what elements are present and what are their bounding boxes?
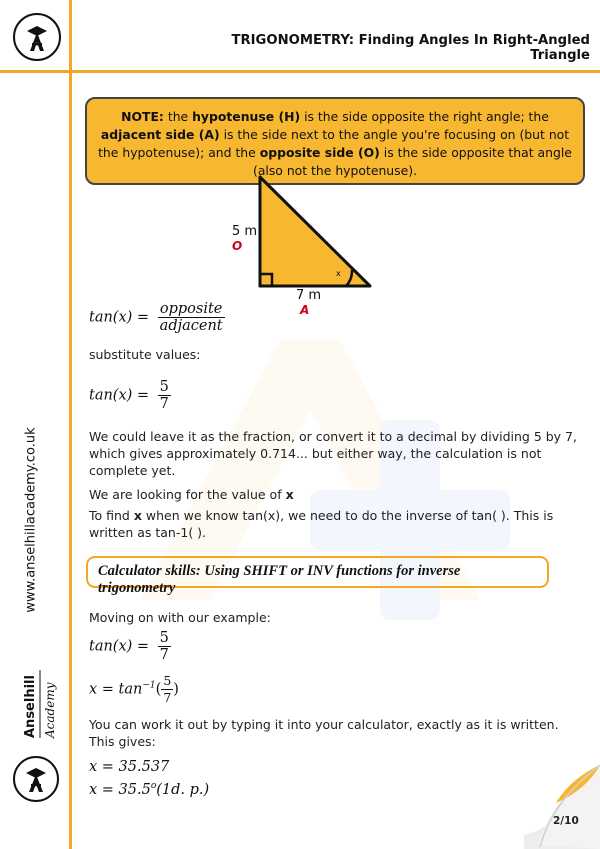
note-hypotenuse: hypotenuse (H): [192, 109, 301, 124]
equation-tan-ratio: [89, 301, 225, 334]
note-opposite: opposite side (O): [259, 145, 380, 160]
eq3-denominator: 7: [159, 647, 169, 663]
find-pre: To find: [89, 508, 134, 523]
page-title: TRIGONOMETRY: Finding Angles In Right-Angled Triangle: [231, 33, 590, 63]
looking-for-text: [89, 486, 294, 503]
note-text-3: is the side next to the angle you're focusing on (but not the hypotenuse); and the: [98, 127, 570, 160]
calculator-skills-heading: Calculator skills: Using SHIFT or INV functions for inverse trigonometry: [86, 556, 549, 588]
orange-vertical-rule: [69, 0, 72, 849]
eq4-fraction: [161, 673, 173, 706]
note-text-1: the: [163, 109, 193, 124]
note-label: NOTE:: [121, 109, 164, 124]
eq1-lhs: tan(x) =: [89, 309, 154, 326]
eq2-numerator: 5: [159, 379, 169, 395]
eq4-open-paren: (: [155, 681, 162, 698]
base-side-label: A: [300, 303, 310, 317]
looking-x: x: [285, 487, 294, 502]
looking-pre: We are looking for the value of: [89, 487, 286, 502]
eq2-fraction: [158, 379, 171, 412]
eq1-fraction: [158, 301, 225, 334]
substitute-text: substitute values:: [89, 347, 201, 362]
eq4-numerator: 5: [163, 673, 172, 688]
inverse-explanation: [89, 507, 584, 541]
note-text-2: is the side opposite the right angle; the: [300, 109, 549, 124]
note-adjacent: adjacent side (A): [100, 127, 220, 142]
fraction-explanation: We could leave it as the fraction, or convert it to a decimal by dividing 5 by 7, which gives approximately 0.714... but either way, the calculation is not complete yet.: [89, 429, 577, 478]
eq1-numerator: opposite: [158, 301, 225, 318]
page-curl-icon: [516, 765, 600, 849]
angle-label: x: [336, 269, 341, 278]
eq1-denominator: adjacent: [159, 318, 223, 334]
eq6-post: (1d. p.): [156, 781, 210, 798]
eq4-superscript: −1: [142, 680, 156, 691]
find-x: x: [133, 508, 142, 523]
eq4-close-paren: ): [173, 681, 179, 698]
eq2-denominator: 7: [159, 396, 169, 412]
page-number: 2/10: [553, 815, 579, 827]
triangle-shape: [260, 177, 370, 286]
find-post: when we know tan(x), we need to do the inverse of tan( ). This is written as tan-1( ).: [89, 508, 554, 540]
eq6-degree: o: [150, 781, 157, 791]
eq3-numerator: 5: [159, 630, 169, 646]
eq4-lhs: x = tan: [89, 681, 143, 698]
eq3-fraction: [158, 630, 171, 663]
academy-logo-icon: [13, 13, 61, 61]
academy-logo-bottom-icon: [13, 756, 59, 802]
vertical-side-length: 5 m: [232, 224, 258, 239]
website-url: www.anselhillacademy.co.uk: [23, 427, 39, 613]
equation-tan-repeat: [89, 630, 171, 663]
anselhill-academy-wordmark: [10, 660, 58, 740]
equation-result: x = 35.537: [89, 759, 170, 775]
equation-rounded-result: [89, 781, 209, 798]
svg-text:Academy: Academy: [43, 682, 57, 738]
equation-tan-values: [89, 379, 171, 412]
orange-horizontal-rule: [0, 70, 600, 73]
vertical-side-label: O: [232, 239, 243, 253]
svg-text:Anselhill: Anselhill: [23, 675, 38, 738]
right-triangle-diagram: [225, 170, 375, 320]
equation-inverse-tan: [89, 673, 179, 706]
base-side-length: 7 m: [296, 288, 322, 303]
eq2-lhs: tan(x) =: [89, 387, 154, 404]
eq6-pre: x = 35.5: [89, 781, 151, 798]
eq4-denominator: 7: [163, 690, 172, 705]
eq3-lhs: tan(x) =: [89, 638, 154, 655]
note-text-4: is the side opposite that angle (also not the hypotenuse).: [252, 145, 572, 178]
calculator-instructions: You can work it out by typing it into your calculator, exactly as it is written. This gives:: [89, 717, 559, 749]
moving-on-text: Moving on with our example:: [89, 610, 271, 625]
